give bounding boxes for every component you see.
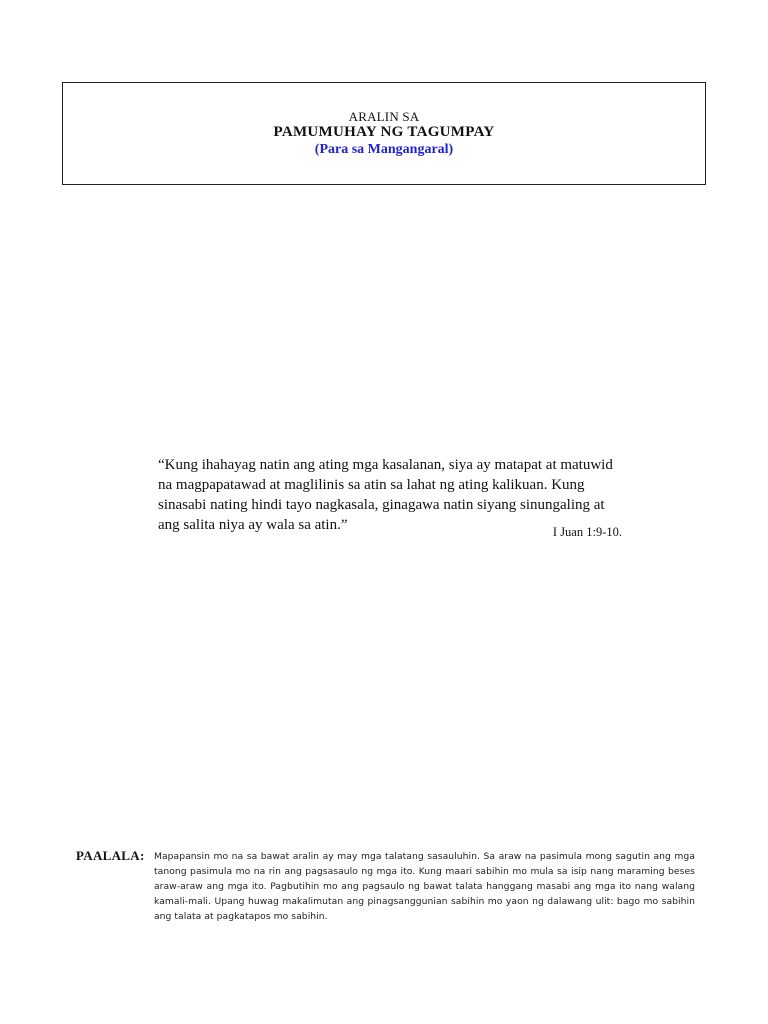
verse-line: ang salita niya ay wala sa atin.” (158, 517, 348, 533)
verse-reference: I Juan 1:9-10. (552, 525, 622, 539)
verse-line: na magpapatawad at maglilinis sa atin sa lahat ng ating kalikuan. Kung (158, 477, 585, 493)
reminder-text: Mapapansin mo na sa bawat aralin ay may mga talatang sasauluhin. Sa araw na pasimula mong sagutin ang mga tanong pasimula mo na rin ang pagsasaulo ng mga ito. Kung maari sabihin mo mula sa isip nang maraming beses araw-araw ang mga ito. Pagbutihin mo ang pagsaulo ng bawat talata hanggang masabi ang mga ito nang walang kamali-mali. Upang huwag makalimutan ang pinagsanggunian sabihin mo yaon ng dalawang ulit: bago mo sabihin ang talata at pagkatapos mo sabihin. (154, 851, 695, 922)
title-box (62, 82, 706, 185)
verse-line: sinasabi nating hindi tayo nagkasala, ginagawa natin siyang sinungaling at (158, 497, 605, 513)
header-subtitle: (Para sa Mangangaral) (314, 142, 454, 157)
header-title: PAMUMUHAY NG TAGUMPAY (273, 124, 495, 140)
reminder-label: PAALALA: (76, 848, 145, 863)
verse-quote (158, 455, 628, 535)
header-line-1: ARALIN SA (348, 109, 420, 124)
verse-line: “Kung ihahayag natin ang ating mga kasalanan, siya ay matapat at matuwid (158, 457, 613, 473)
